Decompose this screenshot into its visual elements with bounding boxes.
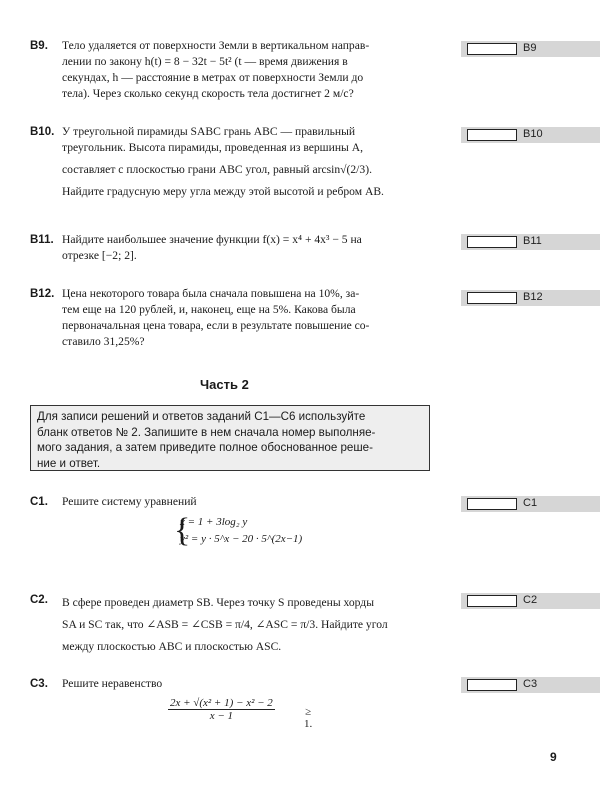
problem-c1: [30, 494, 440, 510]
problem-text-line: В сфере проведен диаметр SB. Через точку S проведены хорды: [62, 596, 374, 609]
answer-label: C3: [523, 678, 538, 690]
answer-cell[interactable]: [467, 498, 517, 510]
answer-cell[interactable]: [467, 679, 517, 691]
inequality-fraction: [168, 697, 313, 730]
part-title: Часть 2: [200, 377, 249, 392]
answer-box-b12: [461, 290, 600, 306]
problem-text-line: тела). Через сколько секунд скорость тела достигнет 2 м/с?: [62, 87, 354, 100]
problem-c2: [30, 592, 440, 658]
problem-text-line: Решите систему уравнений: [62, 495, 197, 508]
instructions-line: ние и ответ.: [37, 456, 101, 470]
answer-label: B9: [523, 42, 537, 54]
instructions-box: [30, 405, 430, 471]
problem-text-line: составляет с плоскостью грани ABC угол, равный arcsin√(2/3).: [62, 163, 372, 176]
brace-symbol: {: [174, 512, 191, 549]
problem-text-line: Найдите градусную меру угла между этой высотой и ребром AB.: [62, 185, 384, 198]
problem-text-line: Цена некоторого товара была сначала повышена на 10%, за-: [62, 287, 360, 300]
problem-number: B9.: [30, 40, 48, 52]
problem-text-line: тем еще на 120 рублей, и, наконец, еще на 5%. Какова была: [62, 303, 356, 316]
problem-text-line: лении по закону h(t) = 8 − 32t − 5t² (t — время движения в: [62, 55, 348, 68]
answer-cell[interactable]: [467, 236, 517, 248]
problem-text-line: между плоскостью ABC и плоскостью ASC.: [62, 640, 282, 653]
problem-number: C1.: [30, 496, 48, 508]
answer-label: C2: [523, 594, 538, 606]
answer-box-b11: [461, 234, 600, 250]
problem-b11: [30, 232, 440, 264]
problem-b12: [30, 286, 440, 350]
problem-number: B12.: [30, 288, 55, 300]
page-number: 9: [550, 750, 557, 764]
problem-text-line: У треугольной пирамиды SABC грань ABC — правильный: [62, 125, 356, 138]
problem-b10: [30, 124, 440, 200]
problem-number: C3.: [30, 678, 48, 690]
answer-label: B11: [523, 235, 542, 247]
answer-label: B12: [523, 291, 543, 303]
problem-text-line: Найдите наибольшее значение функции f(x) = x⁴ + 4x³ − 5 на: [62, 233, 362, 246]
equation-system: [174, 512, 303, 550]
equation-row: y² = y · 5^x − 20 · 5^(2x−1): [180, 533, 303, 545]
problem-text-line: секундах, h — расстояние в метрах от поверхности Земли до: [62, 71, 364, 84]
problem-number: C2.: [30, 594, 48, 606]
inequality-tail: ≥ 1.: [304, 706, 313, 730]
answer-cell[interactable]: [467, 595, 517, 607]
answer-cell[interactable]: [467, 129, 517, 141]
instructions-line: бланк ответов № 2. Запишите в нем сначала номер выполняе-: [37, 425, 376, 439]
answer-box-c2: [461, 593, 600, 609]
problem-text-line: Решите неравенство: [62, 677, 163, 690]
fraction-denominator: x − 1: [209, 710, 234, 722]
problem-number: B10.: [30, 126, 55, 138]
instructions-line: Для записи решений и ответов заданий С1—С6 используйте: [37, 410, 366, 423]
answer-box-b10: [461, 127, 600, 143]
problem-number: B11.: [30, 234, 54, 246]
problem-b9: [30, 38, 440, 102]
problem-text-line: Тело удаляется от поверхности Земли в вертикальном направ-: [62, 39, 370, 52]
problem-text-line: первоначальная цена товара, если в результате повышение со-: [62, 319, 370, 332]
answer-cell[interactable]: [467, 43, 517, 55]
answer-box-c1: [461, 496, 600, 512]
problem-text-line: SA и SC так, что ∠ASB = ∠CSB = π/4, ∠ASC = π/3. Найдите угол: [62, 618, 388, 631]
problem-text-line: ставило 31,25%?: [62, 335, 145, 348]
answer-label: C1: [523, 497, 538, 509]
problem-c3: [30, 676, 440, 692]
problem-text-line: отрезке [−2; 2].: [62, 249, 137, 262]
answer-cell[interactable]: [467, 292, 517, 304]
instructions-line: мого задания, а затем приведите полное обоснованное реше-: [37, 441, 373, 454]
equation-row: x = 1 + 3log₂ y: [180, 516, 248, 528]
fraction-numerator: 2x + √(x² + 1) − x² − 2: [170, 697, 273, 709]
answer-box-c3: [461, 677, 600, 693]
problem-text-line: треугольник. Высота пирамиды, проведенная из вершины A,: [62, 141, 363, 154]
answer-label: B10: [523, 128, 543, 140]
answer-box-b9: [461, 41, 600, 57]
